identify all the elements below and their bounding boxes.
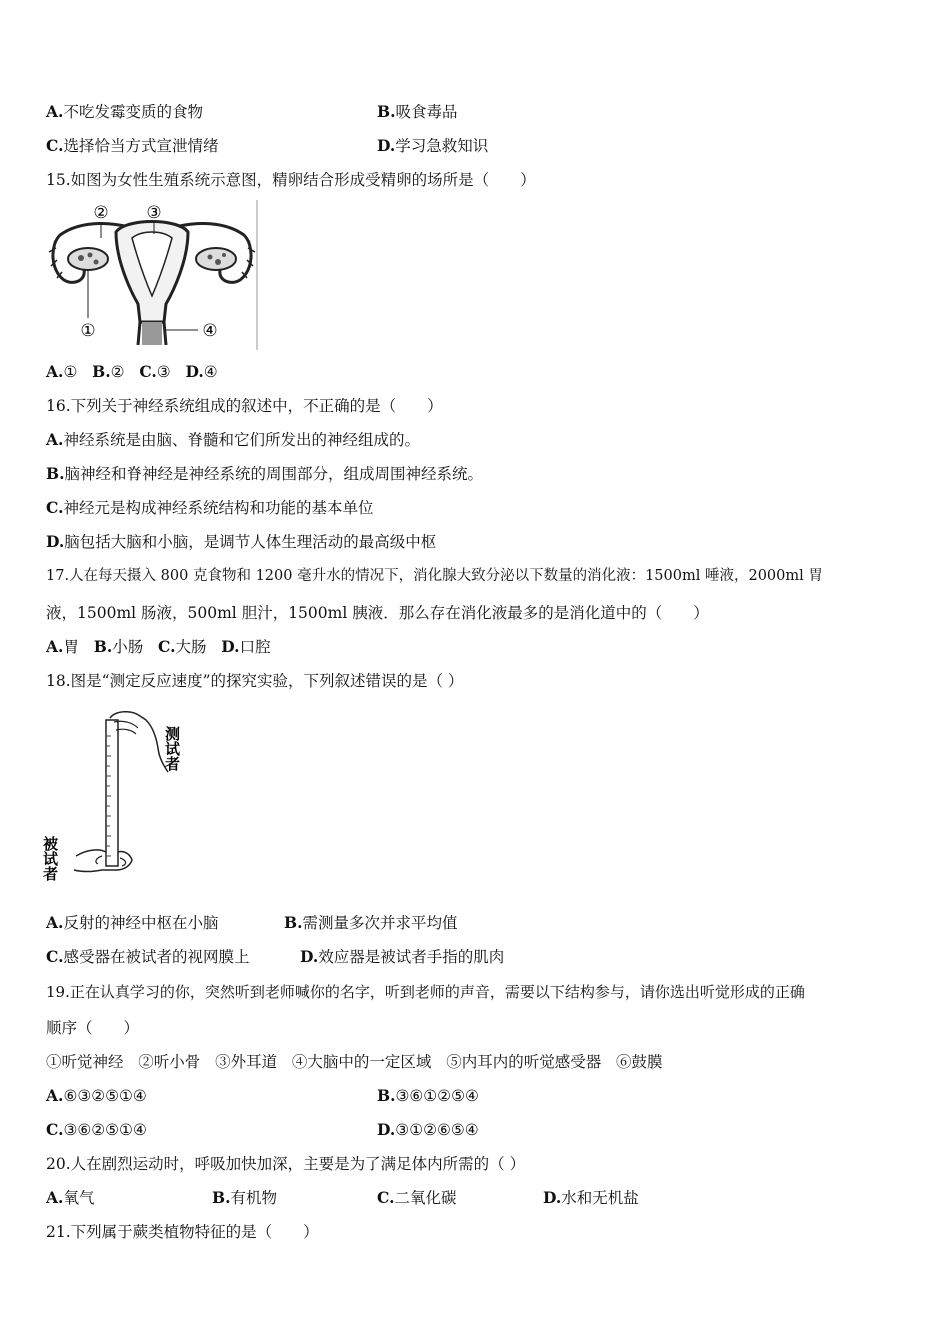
- option-text: ⑥③②⑤①④: [63, 1087, 147, 1105]
- option-text: 选择恰当方式宣泄情绪: [63, 137, 219, 155]
- option-text: 不吃发霉变质的食物: [63, 103, 203, 121]
- q19-option-a: [46, 1086, 147, 1106]
- q19-stem-line2: [46, 1018, 139, 1038]
- option-text: 脑包括大脑和小脑，是调节人体生理活动的最高级中枢: [64, 533, 437, 551]
- option-text: 有机物: [230, 1189, 278, 1207]
- question-text: 人在每天摄入 800 克食物和 1200 毫升水的情况下，消化腺大致分泌以下数量的消化液：1500ml 唾液，2000ml 胃: [69, 568, 823, 584]
- q18-option-b: [284, 913, 458, 933]
- q19-option-b: [377, 1086, 479, 1106]
- option-label: A.: [46, 1188, 64, 1207]
- figure-label-subject: 被试者: [41, 836, 59, 881]
- option-label: D.: [377, 1120, 396, 1139]
- option-label: B.: [92, 362, 111, 381]
- q20-option-b: [212, 1188, 277, 1208]
- option-label: D.: [46, 532, 65, 551]
- option-label: B.: [212, 1188, 231, 1207]
- option-text: ①: [63, 363, 78, 381]
- option-text: 反射的神经中枢在小脑: [63, 914, 219, 932]
- figure-label-4: ④: [202, 321, 218, 341]
- q18-option-c: [46, 947, 249, 967]
- option-text: ③⑥①②⑤④: [395, 1087, 479, 1105]
- option-text: 神经元是构成神经系统结构和功能的基本单位: [63, 499, 374, 517]
- option-text: 需测量多次并求平均值: [302, 914, 458, 932]
- option-label: D.: [221, 637, 240, 656]
- structure-item: ①听觉神经: [46, 1053, 124, 1071]
- q16-option-a: [46, 430, 420, 450]
- question-text: 下列关于神经系统组成的叙述中，不正确的是（ ）: [70, 397, 443, 415]
- structure-item: ③外耳道: [215, 1053, 278, 1071]
- option-text: 水和无机盐: [561, 1189, 639, 1207]
- structure-item: ⑤内耳内的听觉感受器: [446, 1053, 602, 1071]
- option-text: 口腔: [239, 638, 271, 656]
- option-label: A.: [46, 637, 64, 656]
- option-label: C.: [139, 362, 157, 381]
- q14-option-a: [46, 102, 203, 122]
- structure-item: ④大脑中的一定区域: [291, 1053, 432, 1071]
- q14-option-c: [46, 136, 218, 156]
- option-label: C.: [377, 1188, 395, 1207]
- q19-structure-list: [46, 1052, 663, 1072]
- q17-options: [46, 637, 271, 657]
- question-number: 16.: [46, 397, 71, 415]
- question-number: 19.: [46, 983, 70, 1001]
- option-text: 吸食毒品: [395, 103, 458, 121]
- option-text: 脑神经和脊神经是神经系统的周围部分，组成周围神经系统。: [64, 465, 484, 483]
- q17-stem-line1: [46, 566, 823, 586]
- q16-option-d: [46, 532, 436, 552]
- question-number: 21.: [46, 1223, 71, 1241]
- option-label: D.: [300, 947, 319, 966]
- q17-stem-line2: [46, 603, 709, 623]
- option-text: 效应器是被试者手指的肌肉: [318, 948, 505, 966]
- option-label: B.: [377, 1086, 396, 1105]
- option-text: 胃: [63, 638, 79, 656]
- option-label: B.: [93, 637, 113, 656]
- question-text: 顺序（ ）: [46, 1019, 140, 1037]
- question-text: 液，1500ml 肠液，500ml 胆汁，1500ml 胰液．那么存在消化液最多的是消化道中的（ ）: [46, 604, 709, 622]
- q18-option-d: [300, 947, 504, 967]
- q20-option-c: [377, 1188, 456, 1208]
- option-text: 神经系统是由脑、脊髓和它们所发出的神经组成的。: [63, 431, 420, 449]
- q19-stem-line1: [46, 982, 805, 1002]
- option-label: D.: [185, 362, 204, 381]
- figure-label-3: ③: [146, 203, 162, 223]
- option-label: C.: [46, 136, 64, 155]
- q16-stem: [46, 396, 443, 416]
- q18-option-a: [46, 913, 218, 933]
- reaction-speed-figure: [41, 706, 196, 891]
- female-reproductive-system-figure: [46, 200, 258, 350]
- q16-option-b: [46, 464, 483, 484]
- q20-option-d: [543, 1188, 639, 1208]
- q15-stem: [46, 170, 536, 190]
- option-label: A.: [46, 102, 64, 121]
- q15-options: [46, 362, 218, 382]
- option-text: 大肠: [175, 638, 207, 656]
- option-text: ②: [110, 363, 125, 381]
- option-label: A.: [46, 430, 64, 449]
- question-text: 正在认真学习的你，突然听到老师喊你的名字，听到老师的声音，需要以下结构参与，请你选出听觉形成的正确: [69, 983, 805, 1001]
- figure-label-1: ①: [80, 321, 96, 341]
- question-number: 20.: [46, 1155, 71, 1173]
- option-label: C.: [46, 947, 64, 966]
- q19-option-c: [46, 1120, 147, 1140]
- q14-option-d: [377, 136, 488, 156]
- option-label: B.: [377, 102, 396, 121]
- option-label: A.: [46, 913, 64, 932]
- option-text: 氧气: [63, 1189, 95, 1207]
- structure-item: ⑥鼓膜: [615, 1053, 663, 1071]
- option-text: ③⑥②⑤①④: [63, 1121, 147, 1139]
- option-label: A.: [46, 1086, 64, 1105]
- option-text: ③: [156, 363, 171, 381]
- option-text: 二氧化碳: [394, 1189, 457, 1207]
- question-number: 15.: [46, 171, 71, 189]
- structure-item: ②听小骨: [138, 1053, 201, 1071]
- option-label: B.: [284, 913, 303, 932]
- option-text: 小肠: [112, 638, 144, 656]
- figure-label-2: ②: [93, 203, 109, 223]
- q14-option-b: [377, 102, 458, 122]
- option-text: ④: [203, 363, 218, 381]
- question-text: 图是“测定反应速度”的探究实验，下列叙述错误的是（ ）: [70, 672, 464, 690]
- figure-label-tester: 测试者: [163, 726, 181, 771]
- question-number: 18.: [46, 672, 71, 690]
- option-label: B.: [46, 464, 65, 483]
- option-text: 学习急救知识: [395, 137, 489, 155]
- question-text: 如图为女性生殖系统示意图，精卵结合形成受精卵的场所是（ ）: [70, 171, 536, 189]
- q20-stem: [46, 1154, 525, 1174]
- option-label: D.: [377, 136, 396, 155]
- q21-stem: [46, 1222, 319, 1242]
- option-label: D.: [543, 1188, 562, 1207]
- question-text: 下列属于蕨类植物特征的是（ ）: [70, 1223, 319, 1241]
- q20-option-a: [46, 1188, 94, 1208]
- q19-option-d: [377, 1120, 479, 1140]
- option-label: A.: [46, 362, 64, 381]
- question-text: 人在剧烈运动时，呼吸加快加深，主要是为了满足体内所需的（ ）: [70, 1155, 526, 1173]
- q18-stem: [46, 671, 463, 691]
- question-number: 17.: [46, 568, 70, 584]
- option-label: C.: [46, 498, 64, 517]
- option-label: C.: [158, 637, 176, 656]
- option-text: ③①②⑥⑤④: [395, 1121, 479, 1139]
- q16-option-c: [46, 498, 373, 518]
- option-label: C.: [46, 1120, 64, 1139]
- option-text: 感受器在被试者的视网膜上: [63, 948, 250, 966]
